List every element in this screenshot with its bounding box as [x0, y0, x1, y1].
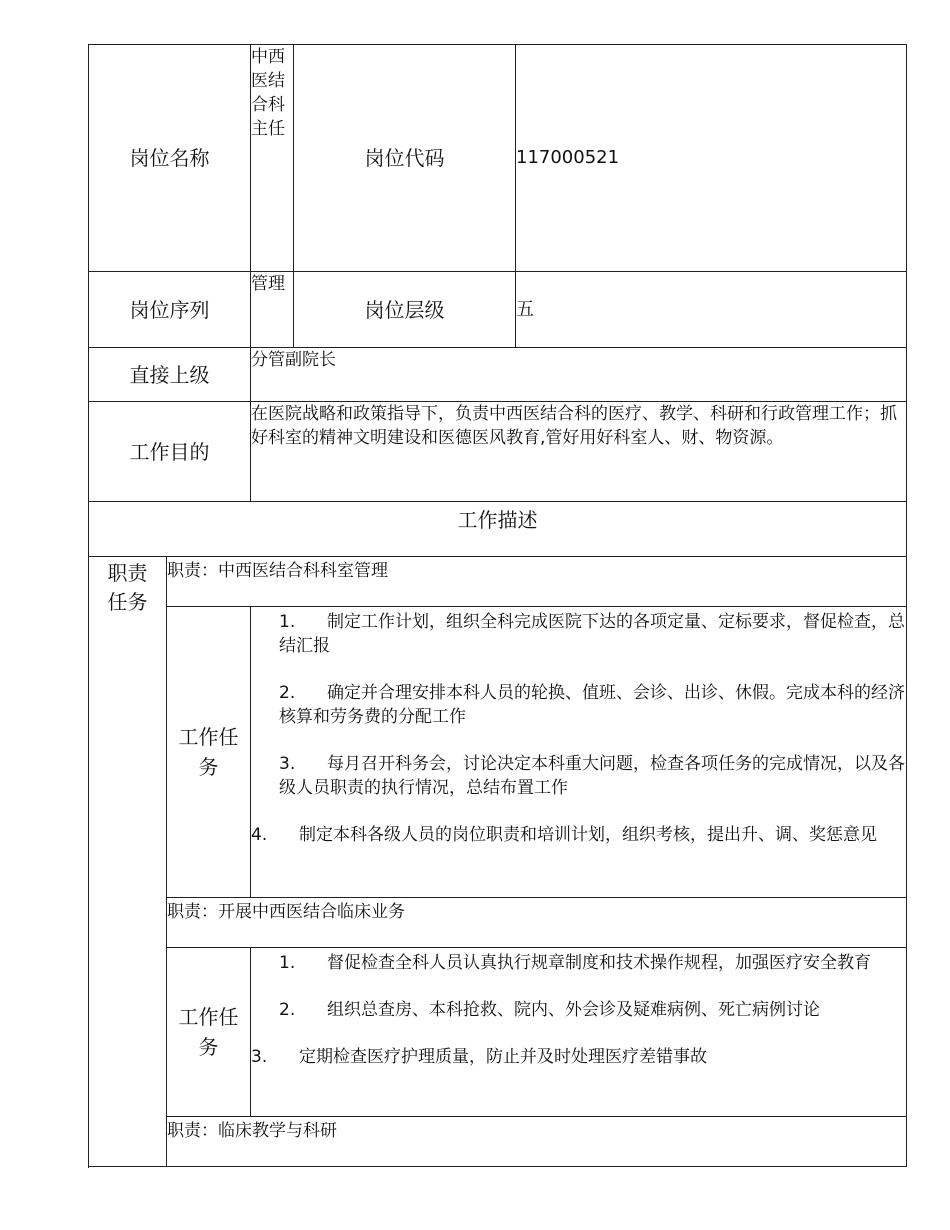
purpose-value: 在医院战略和政策指导下，负责中西医结合科的医疗、教学、科研和行政管理工作；抓好科室的精神文明建设和医德医风教育,管好用好科室人、财、物资源。: [251, 402, 907, 502]
duties-label-text: 职责任务: [107, 561, 148, 614]
position-series-value: 管理: [251, 272, 294, 348]
position-code-label: 岗位代码: [294, 45, 516, 272]
responsibility-title: 职责：中西医结合科科室管理: [167, 557, 907, 607]
task-label-text: 工作任务: [178, 1005, 239, 1059]
task-label: [167, 607, 251, 898]
superior-value: 分管副院长: [251, 348, 907, 402]
task-item: 1. 制定工作计划，组织全科完成医院下达的各项定量、定标要求，督促检查，总结汇报: [279, 612, 905, 656]
job-info-table: [88, 44, 907, 1167]
position-series-label: 岗位序列: [89, 272, 251, 348]
responsibility-title: 职责：开展中西医结合临床业务: [167, 898, 907, 948]
task-item: 4. 制定本科各级人员的岗位职责和培训计划，组织考核，提出升、调、奖惩意见: [251, 825, 877, 845]
task-item: 3. 每月召开科务会，讨论决定本科重大问题，检查各项任务的完成情况，以及各级人员职责的执行情况，总结布置工作: [279, 754, 905, 798]
responsibility-title: 职责：临床教学与科研: [167, 1117, 907, 1167]
task-label-text: 工作任务: [178, 725, 239, 779]
task-list: [251, 607, 907, 898]
job-description-document: [88, 44, 906, 1167]
position-name-value: 中西医结合科主任: [251, 45, 294, 272]
position-name-label: 岗位名称: [89, 45, 251, 272]
position-level-value: 五: [516, 272, 907, 348]
task-list: [251, 948, 907, 1117]
position-code-value: 117000521: [516, 45, 907, 272]
task-item: 2. 确定并合理安排本科人员的轮换、值班、会诊、出诊、休假。完成本科的经济核算和劳务费的分配工作: [279, 683, 905, 727]
superior-label: 直接上级: [89, 348, 251, 402]
task-item: 3. 定期检查医疗护理质量，防止并及时处理医疗差错事故: [251, 1047, 707, 1067]
position-level-label: 岗位层级: [294, 272, 516, 348]
task-item: 2. 组织总查房、本科抢救、院内、外会诊及疑难病例、死亡病例讨论: [279, 1000, 820, 1020]
task-label: [167, 948, 251, 1117]
duties-label: [89, 557, 167, 1167]
purpose-label: 工作目的: [89, 402, 251, 502]
task-item: 1. 督促检查全科人员认真执行规章制度和技术操作规程，加强医疗安全教育: [279, 953, 871, 973]
section-title: 工作描述: [89, 502, 907, 557]
